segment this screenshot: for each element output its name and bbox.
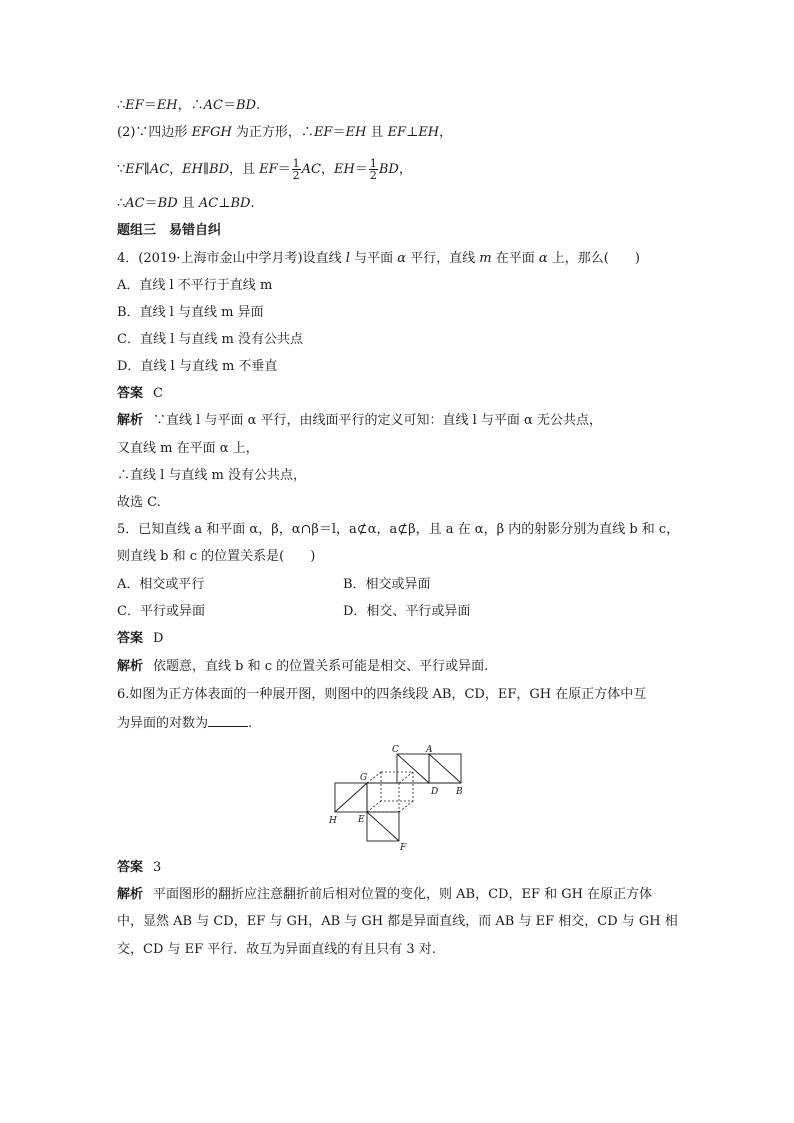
math: l [345,251,350,266]
dashed-edge [367,801,381,812]
answer-label: 答案 [117,386,144,401]
answer-value: C [153,386,163,401]
q4-explanation-1 [117,412,602,430]
label-D: D [431,787,439,797]
math: EH [345,125,367,140]
text: ， [398,162,412,177]
text: ⊥ [218,196,231,211]
math: α [397,251,406,266]
text: ∥ [143,162,150,177]
q6-explanation-2: 中，显然 AB 与 CD，EF 与 GH，AB 与 GH 都是异面直线，而 AB 与 EF 相交，CD 与 GH 相 [117,914,678,929]
text: ∴ [117,98,126,113]
denominator: 2 [292,169,300,182]
fraction-half [292,158,301,181]
label-B: B [456,787,463,797]
math: EFGH [191,125,232,140]
math: BD [230,196,251,211]
label-G: G [360,773,368,783]
text: ∥ [203,162,210,177]
segment-AB [429,754,461,783]
math: EF [387,125,407,140]
dashed-edge [399,772,413,783]
text: ＝ [277,162,291,177]
q4-explanation-2: 又直线 m 在平面 α 上， [117,441,259,456]
math: BD [378,162,399,177]
dashed-edge [367,772,381,783]
q5-explanation [117,658,488,676]
q5-option-a: A．相交或平行 [117,577,205,592]
label-F: F [400,843,407,852]
math: EH [156,98,178,113]
answer-label: 答案 [117,860,144,875]
math: AC [301,162,322,177]
q5-stem-1: 5．已知直线 a 和平面 α，β，α∩β＝l，a⊄α，a⊄β，且 a 在 α，β 内的射影分别为直线 b 和 c， [117,522,680,537]
q5-option-b: B．相交或异面 [343,577,431,592]
text: ∴ [117,196,126,211]
fraction-half [369,158,378,181]
label-H: H [329,816,337,826]
math: BD [209,162,229,177]
explanation-text: 平面图形的翻折应注意翻折前后相对位置的变化，则 AB，CD，EF 和 GH 在原正方体 [153,887,653,902]
math: EH [334,162,355,177]
dashed-face [367,783,399,812]
q5-option-d: D．相交、平行或异面 [343,604,471,619]
q4-option-d: D．直线 l 与直线 m 不垂直 [117,359,278,374]
text: ⊥ [406,125,419,140]
label-E: E [358,815,365,825]
q4-answer [117,385,163,403]
q4-option-c: C．直线 l 与直线 m 没有公共点 [117,332,303,347]
math: α [538,251,548,266]
proof-line-1 [117,97,260,115]
text: ∵ [117,162,126,177]
q4-explanation-4: 故选 C. [117,495,161,510]
q6-answer [117,859,161,877]
math: EH [182,162,203,177]
math: AC [125,196,145,211]
math: EF [313,125,333,140]
text: ， [439,125,453,140]
cube-net-figure [325,742,471,852]
numerator: 1 [292,157,300,170]
math: AC [149,162,170,177]
answer-value: D [153,631,164,646]
text: ， [169,162,183,177]
q6-explanation-1 [117,886,652,904]
explanation-text: 依题意，直线 b 和 c 的位置关系可能是相交、平行或异面. [153,659,489,674]
text: 与平面 [349,251,398,266]
text: ， [321,162,335,177]
text: 且 [177,196,199,211]
q6-stem-1: 6.如图为正方体表面的一种展开图，则图中的四条线段 AB，CD，EF，GH 在原正方体中互 [117,687,647,702]
text: ＝ [332,125,346,140]
answer-value: 3 [153,860,162,875]
text: . [256,98,261,113]
text: ＝ [144,196,158,211]
text: 在平面 [491,251,539,266]
segment-EF [367,812,399,841]
text: ＝ [143,98,157,113]
q6-stem-2 [117,714,252,733]
proof-line-3 [117,158,412,181]
answer-label: 答案 [117,631,144,646]
q4-option-a: A．直线 l 不平行于直线 m [117,278,273,293]
math: EF [125,162,144,177]
q4-explanation-3: ∴直线 l 与直线 m 没有公共点， [117,468,307,483]
explanation-label: 解析 [117,413,144,428]
math: m [479,251,492,266]
math: BD [157,196,178,211]
proof-line-2 [117,124,452,142]
text: 且 [366,125,388,140]
text: . [250,196,255,211]
math: EF [125,98,144,113]
label-A: A [426,745,433,755]
text: (2)∵四边形 [117,125,192,140]
q5-stem-2: 则直线 b 和 c 的位置关系是( ) [117,549,316,564]
dashed-edge [399,801,413,812]
text: 为正方形，∴ [231,125,314,140]
segment-GH [335,783,367,812]
math: BD [236,98,256,113]
q5-option-c: C．平行或异面 [117,604,205,619]
text: 平行，直线 [405,251,480,266]
text: 为异面的对数为 [117,716,209,731]
text: ，且 [229,162,260,177]
math: AC [198,196,219,211]
text: ＝ [354,162,368,177]
text: ，∴ [177,98,204,113]
math: EH [418,125,440,140]
text: 上，那么( ) [547,251,640,266]
numerator: 1 [369,157,377,170]
math: EF [259,162,278,177]
section-heading: 题组三 易错自纠 [117,223,222,238]
math: AC [203,98,223,113]
q4-stem [117,250,640,268]
explanation-label: 解析 [117,887,144,902]
text: . [248,716,253,731]
answer-blank [208,714,248,727]
explanation-label: 解析 [117,659,144,674]
text: 4．(2019·上海市金山中学月考)设直线 [117,251,346,266]
q4-option-b: B．直线 l 与直线 m 异面 [117,305,264,320]
text: ＝ [223,98,237,113]
segment-CD [397,754,429,783]
q5-answer [117,630,163,648]
explanation-text: ∵直线 l 与平面 α 平行，由线面平行的定义可知：直线 l 与平面 α 无公共点， [153,413,602,428]
denominator: 2 [369,169,377,182]
proof-line-4 [117,195,255,213]
label-C: C [392,745,399,755]
q6-explanation-3: 交，CD 与 EF 平行．故互为异面直线的有且只有 3 对. [117,942,436,957]
